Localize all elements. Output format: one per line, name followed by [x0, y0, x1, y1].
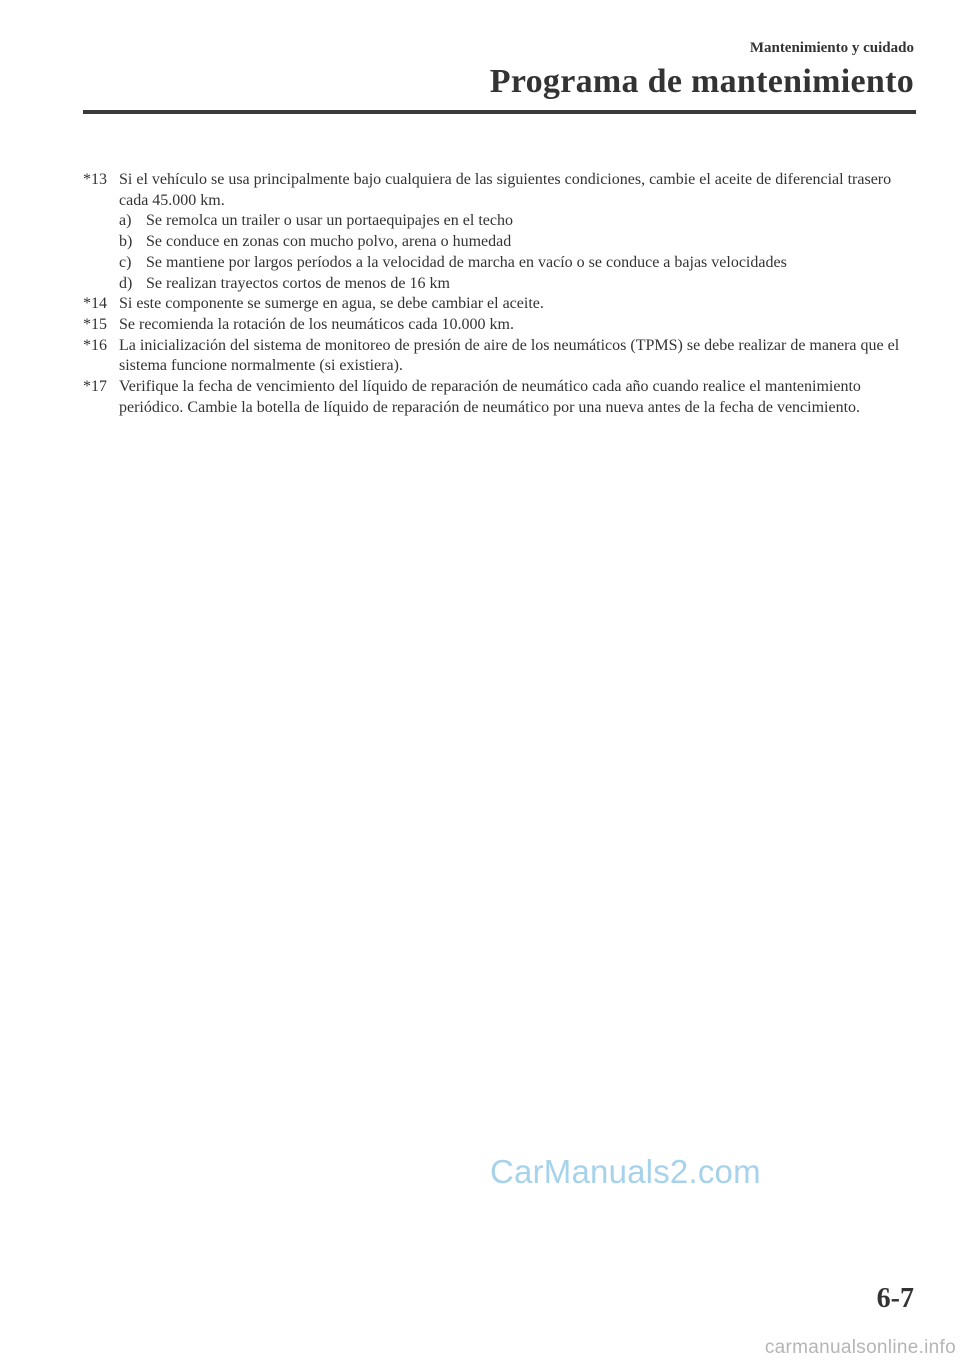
page-title: Programa de mantenimiento	[489, 63, 914, 100]
condition-letter: d)	[119, 274, 133, 292]
footnote-mark: *14	[83, 295, 107, 313]
footnote-14	[83, 294, 913, 315]
page-number: 6-7	[876, 1283, 914, 1314]
condition-text: Se conduce en zonas con mucho polvo, arena o humedad	[146, 233, 512, 251]
footnote-text: Si este componente se sumerge en agua, se debe cambiar el aceite.	[119, 295, 544, 313]
footnote-16	[83, 336, 913, 377]
footnote-17	[83, 377, 913, 418]
watermark-logo: CarManuals2.com	[490, 1153, 761, 1190]
footnotes-list	[83, 170, 913, 418]
footnote-text: La inicialización del sistema de monitoreo de presión de aire de los neumáticos (TPMS) se debe realizar de manera que el sistema funcione normalmente (si existiera).	[119, 336, 900, 375]
condition-letter: b)	[119, 233, 133, 251]
condition-text: Se mantiene por largos períodos a la velocidad de marcha en vacío o se conduce a bajas velocidades	[146, 253, 787, 271]
footnote-mark: *17	[83, 378, 107, 396]
page-header	[46, 38, 914, 104]
footnote-mark: *13	[83, 171, 107, 188]
footnote-text: Si el vehículo se usa principalmente bajo cualquiera de las siguientes condiciones, cambie el aceite de diferencial trasero cada 45.000 km.	[119, 171, 892, 209]
footnote-mark: *16	[83, 336, 107, 354]
header-divider	[83, 110, 916, 114]
footnote-15	[83, 315, 913, 336]
condition-item	[119, 211, 913, 232]
footnote-mark: *15	[83, 315, 107, 333]
footnote-text: Se recomienda la rotación de los neumáticos cada 10.000 km.	[119, 315, 514, 333]
condition-letter: c)	[119, 253, 132, 271]
condition-item	[119, 232, 913, 253]
condition-letter: a)	[119, 212, 132, 230]
condition-text: Se remolca un trailer o usar un portaequipajes en el techo	[146, 212, 513, 230]
section-label: Mantenimiento y cuidado	[749, 40, 914, 56]
footer-site-link[interactable]: carmanualsonline.info	[764, 1337, 956, 1358]
footnote-13	[83, 170, 913, 294]
condition-item	[119, 253, 913, 274]
condition-text: Se realizan trayectos cortos de menos de 16 km	[146, 274, 450, 292]
footnote-text: Verifique la fecha de vencimiento del líquido de reparación de neumático cada año cuando realice el mantenimiento periódico. Cambie la botella de líquido de reparación de neumático por una nueva antes de la fecha de vencimiento.	[119, 378, 861, 416]
condition-item	[119, 274, 913, 295]
condition-list	[119, 211, 913, 294]
